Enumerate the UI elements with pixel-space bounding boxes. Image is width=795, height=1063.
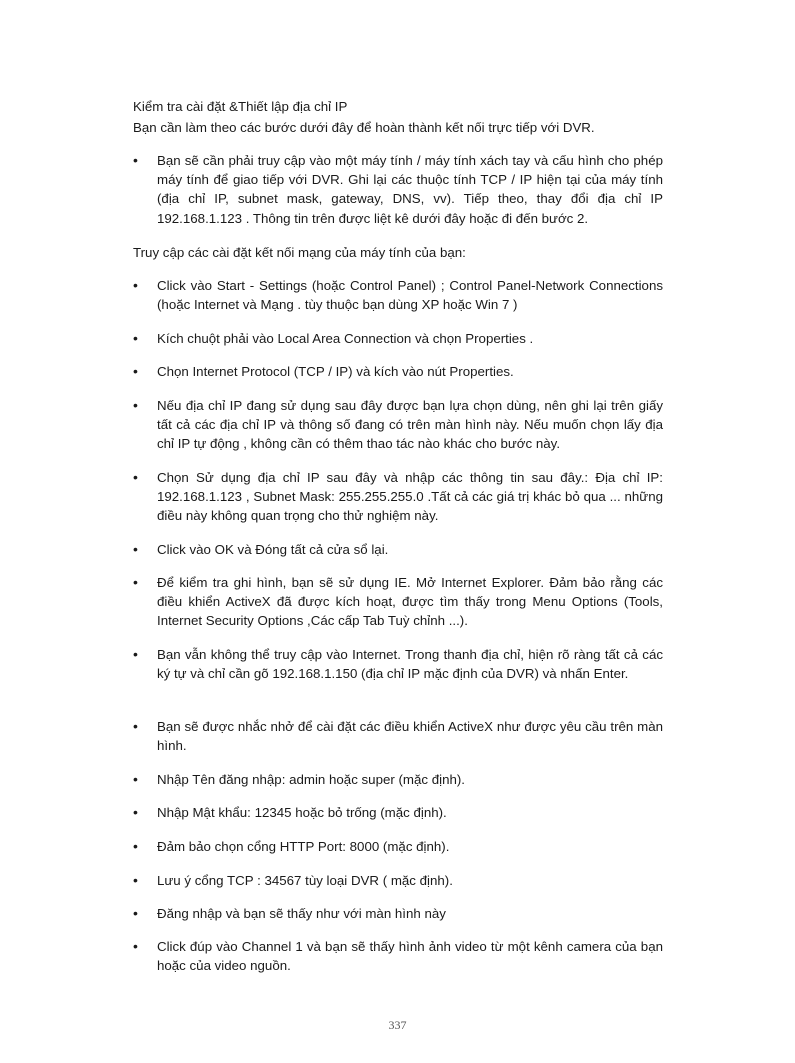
list-item-text: Click vào OK và Đóng tất cả cửa sổ lại. <box>157 542 389 557</box>
list-item <box>133 362 663 381</box>
list-item <box>133 937 663 975</box>
list-item-text: Kích chuột phải vào Local Area Connection và chọn Properties . <box>157 331 534 346</box>
list-item-text: Lưu ý cổng TCP : 34567 tùy loại DVR ( mặc định). <box>157 873 453 888</box>
first-bullet-list <box>133 151 663 228</box>
list-item <box>133 396 663 454</box>
bullet-icon: • <box>133 469 138 485</box>
list-item-text: Click vào Start - Settings (hoặc Control Panel) ; Control Panel-Network Connections (hoặc Internet và Mạng . tùy thuộc bạn dùng XP hoặc Win 7 ) <box>157 278 663 313</box>
bullet-icon: • <box>133 905 138 921</box>
document-title: Kiểm tra cài đặt &Thiết lập địa chỉ IP <box>133 99 348 114</box>
page-number: 337 <box>388 1018 407 1032</box>
list-item <box>133 645 663 683</box>
bullet-icon: • <box>133 838 138 854</box>
bullet-icon: • <box>133 330 138 346</box>
bullet-icon: • <box>133 574 138 590</box>
list-item <box>133 717 663 755</box>
list-item <box>133 573 663 631</box>
list-item-text: Chọn Sử dụng địa chỉ IP sau đây và nhập các thông tin sau đây.: Địa chỉ IP: 192.168.1.123 , Subnet Mask: 255.255.255.0 .Tất cả các giá trị khác bỏ qua ... những điều này không quan trọng cho thử nghiệm này. <box>157 470 663 524</box>
bullet-icon: • <box>133 363 138 379</box>
bullet-icon: • <box>133 771 138 787</box>
bullet-icon: • <box>133 938 138 954</box>
list-item-text: Chọn Internet Protocol (TCP / IP) và kích vào nút Properties. <box>157 364 514 379</box>
list-item-text: Đảm bảo chọn cổng HTTP Port: 8000 (mặc định). <box>157 839 450 854</box>
bullet-icon: • <box>133 277 138 293</box>
network-heading: Truy cập các cài đặt kết nối mạng của máy tính của bạn: <box>133 245 466 260</box>
list-item-text: Nếu địa chỉ IP đang sử dụng sau đây được bạn lựa chọn dùng, nên ghi lại trên giấy tất cả các địa chỉ IP và thông số đang có trên màn hình này. Nếu muốn chọn lấy địa chỉ IP tự động , không cần có thêm thao tác nào khác cho bước này. <box>157 398 663 452</box>
list-item <box>133 803 663 822</box>
list-item-text: Bạn sẽ cần phải truy cập vào một máy tính / máy tính xách tay và cấu hình cho phép máy tính để giao tiếp với DVR. Ghi lại các thuộc tính TCP / IP hiện tại của máy tính (địa chỉ IP, subnet mask, gateway, DNS, vv). Tiếp theo, thay đổi địa chỉ IP 192.168.1.123 . Thông tin trên được liệt kê dưới đây hoặc đi đến bước 2. <box>157 153 663 226</box>
bullet-icon: • <box>133 397 138 413</box>
bullet-icon: • <box>133 804 138 820</box>
list-item <box>133 871 663 890</box>
list-item <box>133 329 663 348</box>
list-item-text: Để kiểm tra ghi hình, bạn sẽ sử dụng IE. Mở Internet Explorer. Đảm bảo rằng các điều khiển ActiveX đã được kích hoạt, được tìm thấy trong Menu Options (Tools, Internet Security Options ,Các cấp Tab Tuỳ chỉnh ...). <box>157 575 663 629</box>
list-item <box>133 276 663 314</box>
list-item <box>133 770 663 789</box>
list-item-text: Nhập Tên đăng nhập: admin hoặc super (mặc định). <box>157 772 465 787</box>
list-item <box>133 904 663 923</box>
list-item <box>133 837 663 856</box>
bullet-icon: • <box>133 718 138 734</box>
list-item-text: Click đúp vào Channel 1 và bạn sẽ thấy hình ảnh video từ một kênh camera của bạn hoặc của video nguồn. <box>157 939 663 974</box>
list-item-text: Bạn vẫn không thể truy cập vào Internet. Trong thanh địa chỉ, hiện rõ ràng tất cả các ký tự và chỉ cần gõ 192.168.1.150 (địa chỉ IP mặc định của DVR) và nhấn Enter. <box>157 647 663 682</box>
list-item <box>133 468 663 526</box>
list-item-text: Nhập Mật khẩu: 12345 hoặc bỏ trống (mặc định). <box>157 805 447 820</box>
list-item-text: Bạn sẽ được nhắc nhở để cài đặt các điều khiển ActiveX như được yêu cầu trên màn hình. <box>157 719 663 754</box>
bullet-icon: • <box>133 646 138 662</box>
list-item-text: Đăng nhập và bạn sẽ thấy như với màn hình này <box>157 906 446 921</box>
list-item <box>133 151 663 228</box>
list-item <box>133 540 663 559</box>
document-intro: Bạn cần làm theo các bước dưới đây để hoàn thành kết nối trực tiếp với DVR. <box>133 120 595 135</box>
bullet-icon: • <box>133 541 138 557</box>
bullet-icon: • <box>133 152 138 168</box>
bullet-icon: • <box>133 872 138 888</box>
